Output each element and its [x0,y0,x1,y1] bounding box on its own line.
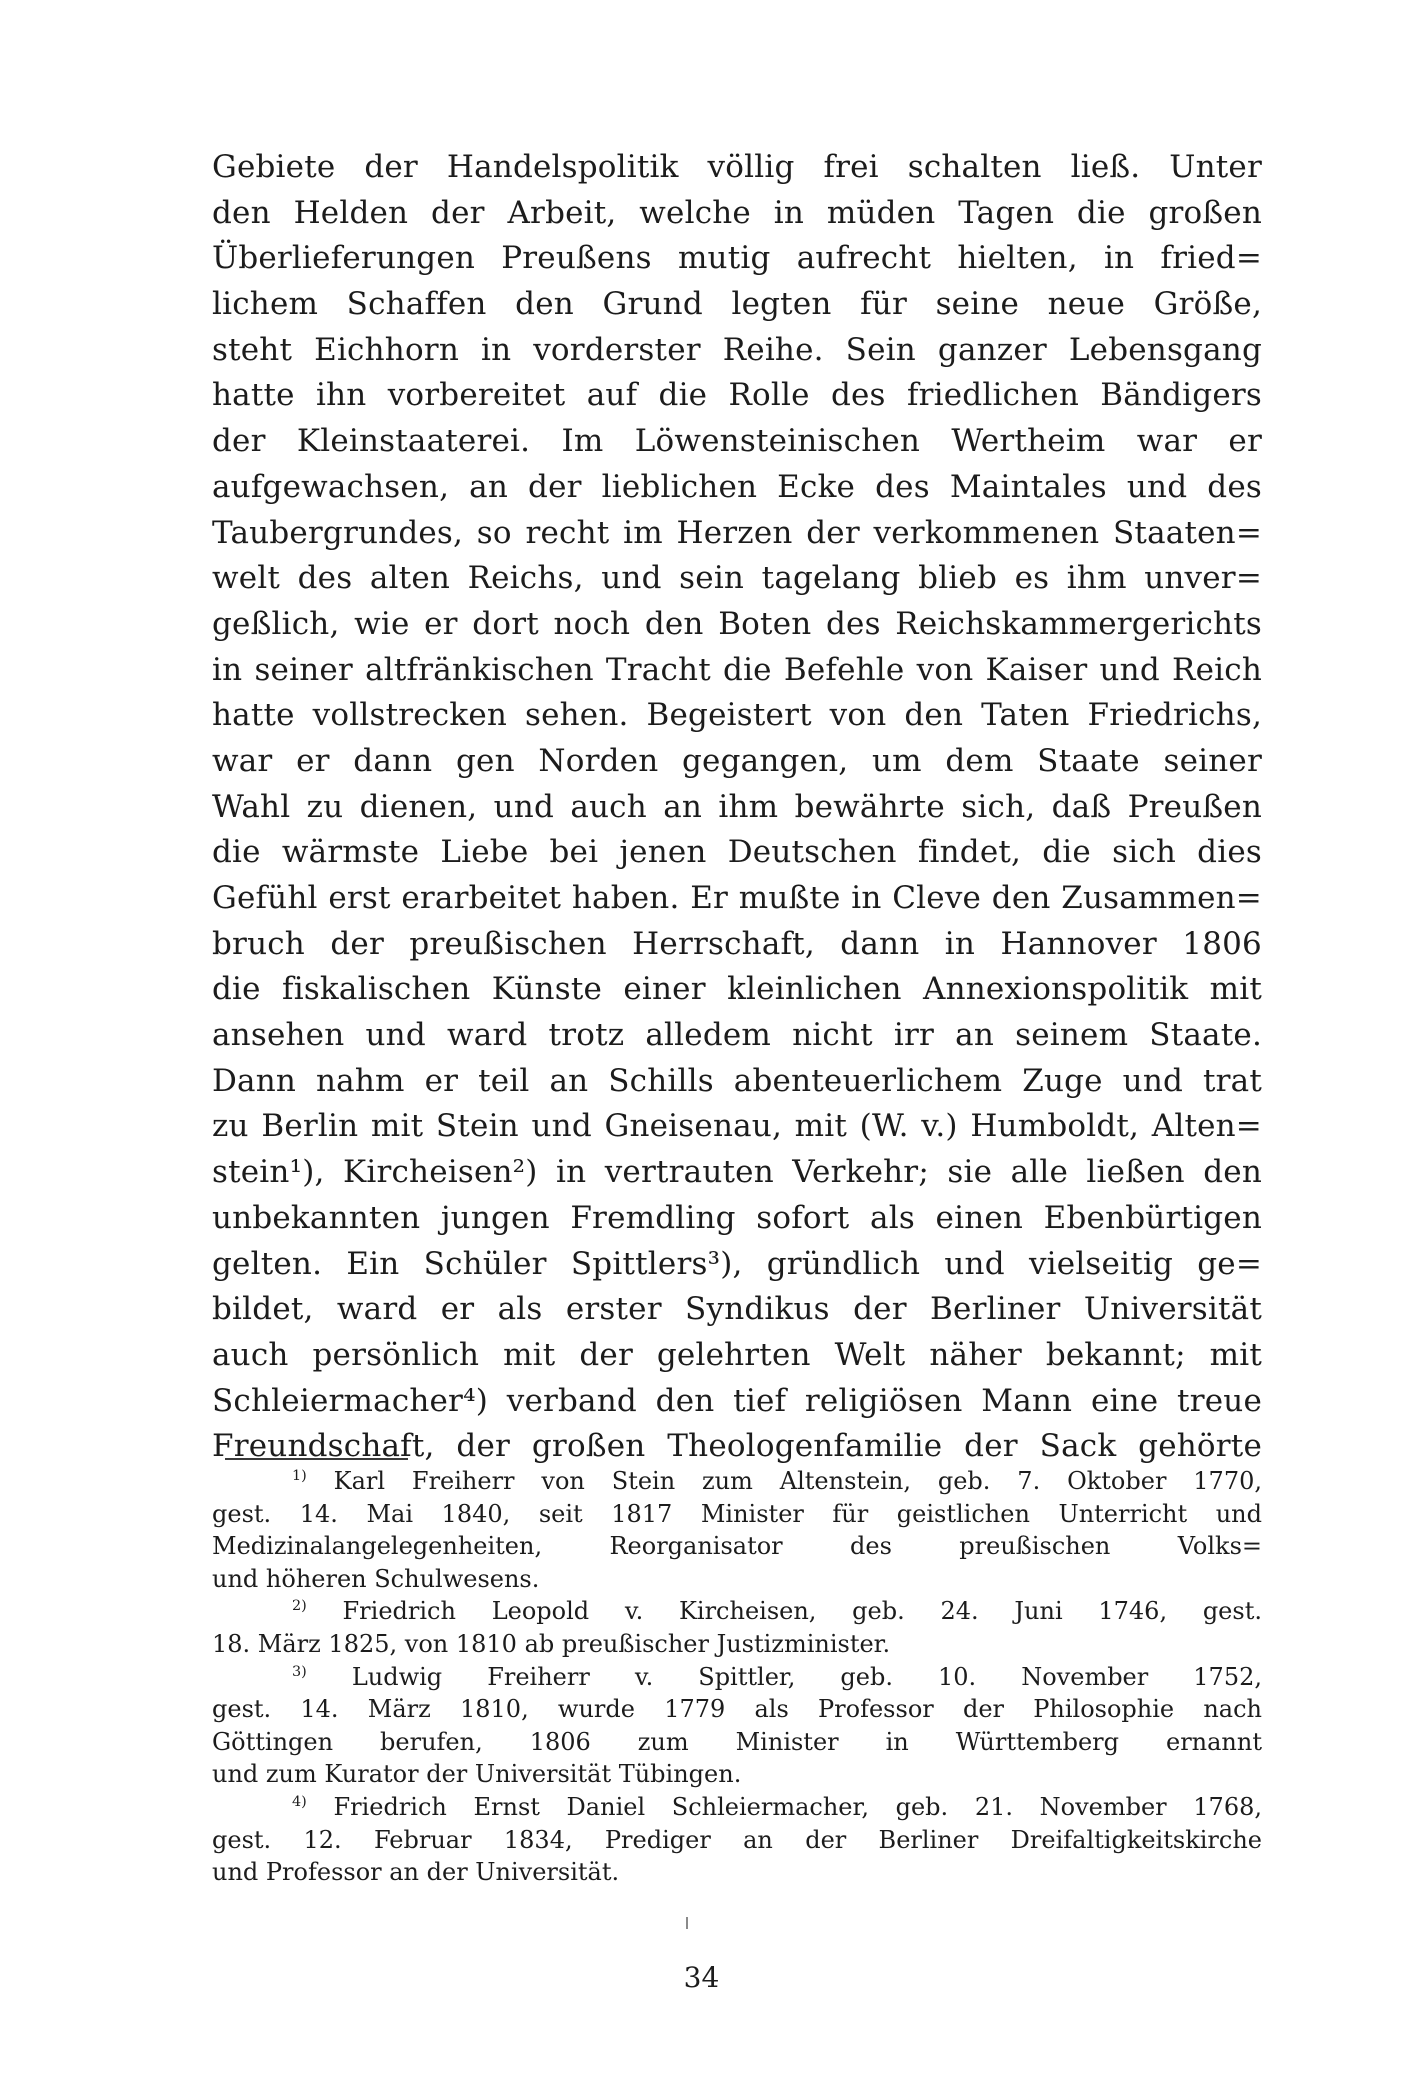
text-line: zu Berlin mit Stein und Gneisenau, mit (W. v.) Humboldt, Alten= [212,1108,1262,1145]
text-line: Freundschaft, der großen Theologenfamilie der Sack gehörte [212,1428,1262,1465]
text-line: hatte vollstrecken sehen. Begeistert von den Taten Friedrichs, [212,697,1262,734]
text-line: steht Eichhorn in vorderster Reihe. Sein ganzer Lebensgang [212,331,1262,368]
text-line: in seiner altfränkischen Tracht die Befehle von Kaiser und Reich [212,651,1262,688]
footnote-2-line [212,1595,1262,1628]
text-line: die wärmste Liebe bei jenen Deutschen findet, die sich dies [212,834,1262,871]
text-line: war er dann gen Norden gegangen, um dem Staate seiner [212,742,1262,779]
footnote-text: Friedrich Ernst Daniel Schleiermacher, geb. 21. November 1768, [333,1792,1262,1821]
footnote-1-line: gest. 14. Mai 1840, seit 1817 Minister für geistlichen Unterricht und [212,1499,1262,1528]
footnote-2-line: 18. März 1825, von 1810 ab preußischer Justizminister. [212,1629,891,1658]
text-line: unbekannten jungen Fremdling sofort als einen Ebenbürtigen [212,1199,1262,1236]
text-line: bildet, ward er als erster Syndikus der Berliner Universität [212,1291,1262,1328]
footnote-text: Ludwig Freiherr v. Spittler, geb. 10. November 1752, [351,1662,1262,1691]
text-line: hatte ihn vorbereitet auf die Rolle des friedlichen Bändigers [212,377,1262,414]
footnote-1-line: und höheren Schulwesens. [212,1564,540,1593]
text-line: ansehen und ward trotz alledem nicht irr an seinem Staate. [212,1017,1262,1054]
main-text-block [212,145,1262,1470]
footnote-text: Karl Freiherr von Stein zum Altenstein, geb. 7. Oktober 1770, [333,1467,1262,1495]
footnote-3-line: und zum Kurator der Universität Tübingen. [212,1760,742,1789]
footnote-1-line: Medizinalangelegenheiten, Reorganisator des preußischen Volks= [212,1532,1262,1561]
footnotes-block [212,1465,1262,1889]
text-line: stein¹), Kircheisen²) in vertrauten Verkehr; sie alle ließen den [212,1154,1262,1191]
print-speck [686,1917,688,1929]
footnote-4-line [212,1791,1262,1824]
footnote-4-line: und Professor an der Universität. [212,1858,620,1887]
text-line: die fiskalischen Künste einer kleinlichen Annexionspolitik mit [212,971,1262,1008]
text-line: aufgewachsen, an der lieblichen Ecke des Maintales und des [212,468,1262,505]
footnote-marker: 4) [292,1793,307,1810]
text-line: welt des alten Reichs, und sein tagelang blieb es ihm unver= [212,560,1262,597]
text-line: Überlieferungen Preußens mutig aufrecht hielten, in fried= [212,240,1262,277]
footnote-3-line: gest. 14. März 1810, wurde 1779 als Professor der Philosophie nach [212,1695,1262,1724]
footnote-text: Friedrich Leopold v. Kircheisen, geb. 24. Juni 1746, gest. [342,1597,1262,1626]
footnote-marker: 1) [292,1468,307,1484]
footnote-3-line [212,1661,1262,1694]
text-line: Gebiete der Handelspolitik völlig frei schalten ließ. Unter [212,149,1262,185]
text-line: der Kleinstaaterei. Im Löwensteinischen Wertheim war er [212,423,1262,460]
footnote-marker: 2) [292,1598,307,1615]
page-number: 34 [683,1961,720,1994]
text-line: bruch der preußischen Herrschaft, dann in Hannover 1806 [212,925,1262,962]
text-line: Wahl zu dienen, und auch an ihm bewährte sich, daß Preußen [212,788,1262,825]
text-line: Dann nahm er teil an Schills abenteuerlichem Zuge und trat [212,1062,1262,1099]
text-line: geßlich, wie er dort noch den Boten des Reichskammergerichts [212,605,1262,642]
footnote-4-line: gest. 12. Februar 1834, Prediger an der Berliner Dreifaltigkeitskirche [212,1825,1262,1854]
footnote-1-line [212,1465,1262,1498]
text-line: den Helden der Arbeit, welche in müden Tagen die großen [212,194,1262,231]
text-line: auch persönlich mit der gelehrten Welt näher bekannt; mit [212,1336,1262,1373]
footnote-3-line: Göttingen berufen, 1806 zum Minister in Württemberg ernannt [212,1727,1262,1756]
footnote-marker: 3) [292,1663,307,1680]
text-line: Gefühl erst erarbeitet haben. Er mußte in Cleve den Zusammen= [212,880,1262,916]
text-line: Taubergrundes, so recht im Herzen der verkommenen Staaten= [212,514,1262,551]
text-line: Schleiermacher⁴) verband den tief religiösen Mann eine treue [212,1382,1262,1419]
footnote-divider [225,1458,408,1460]
text-line: lichem Schaffen den Grund legten für seine neue Größe, [212,286,1262,323]
text-line: gelten. Ein Schüler Spittlers³), gründlich und vielseitig ge= [212,1245,1262,1282]
